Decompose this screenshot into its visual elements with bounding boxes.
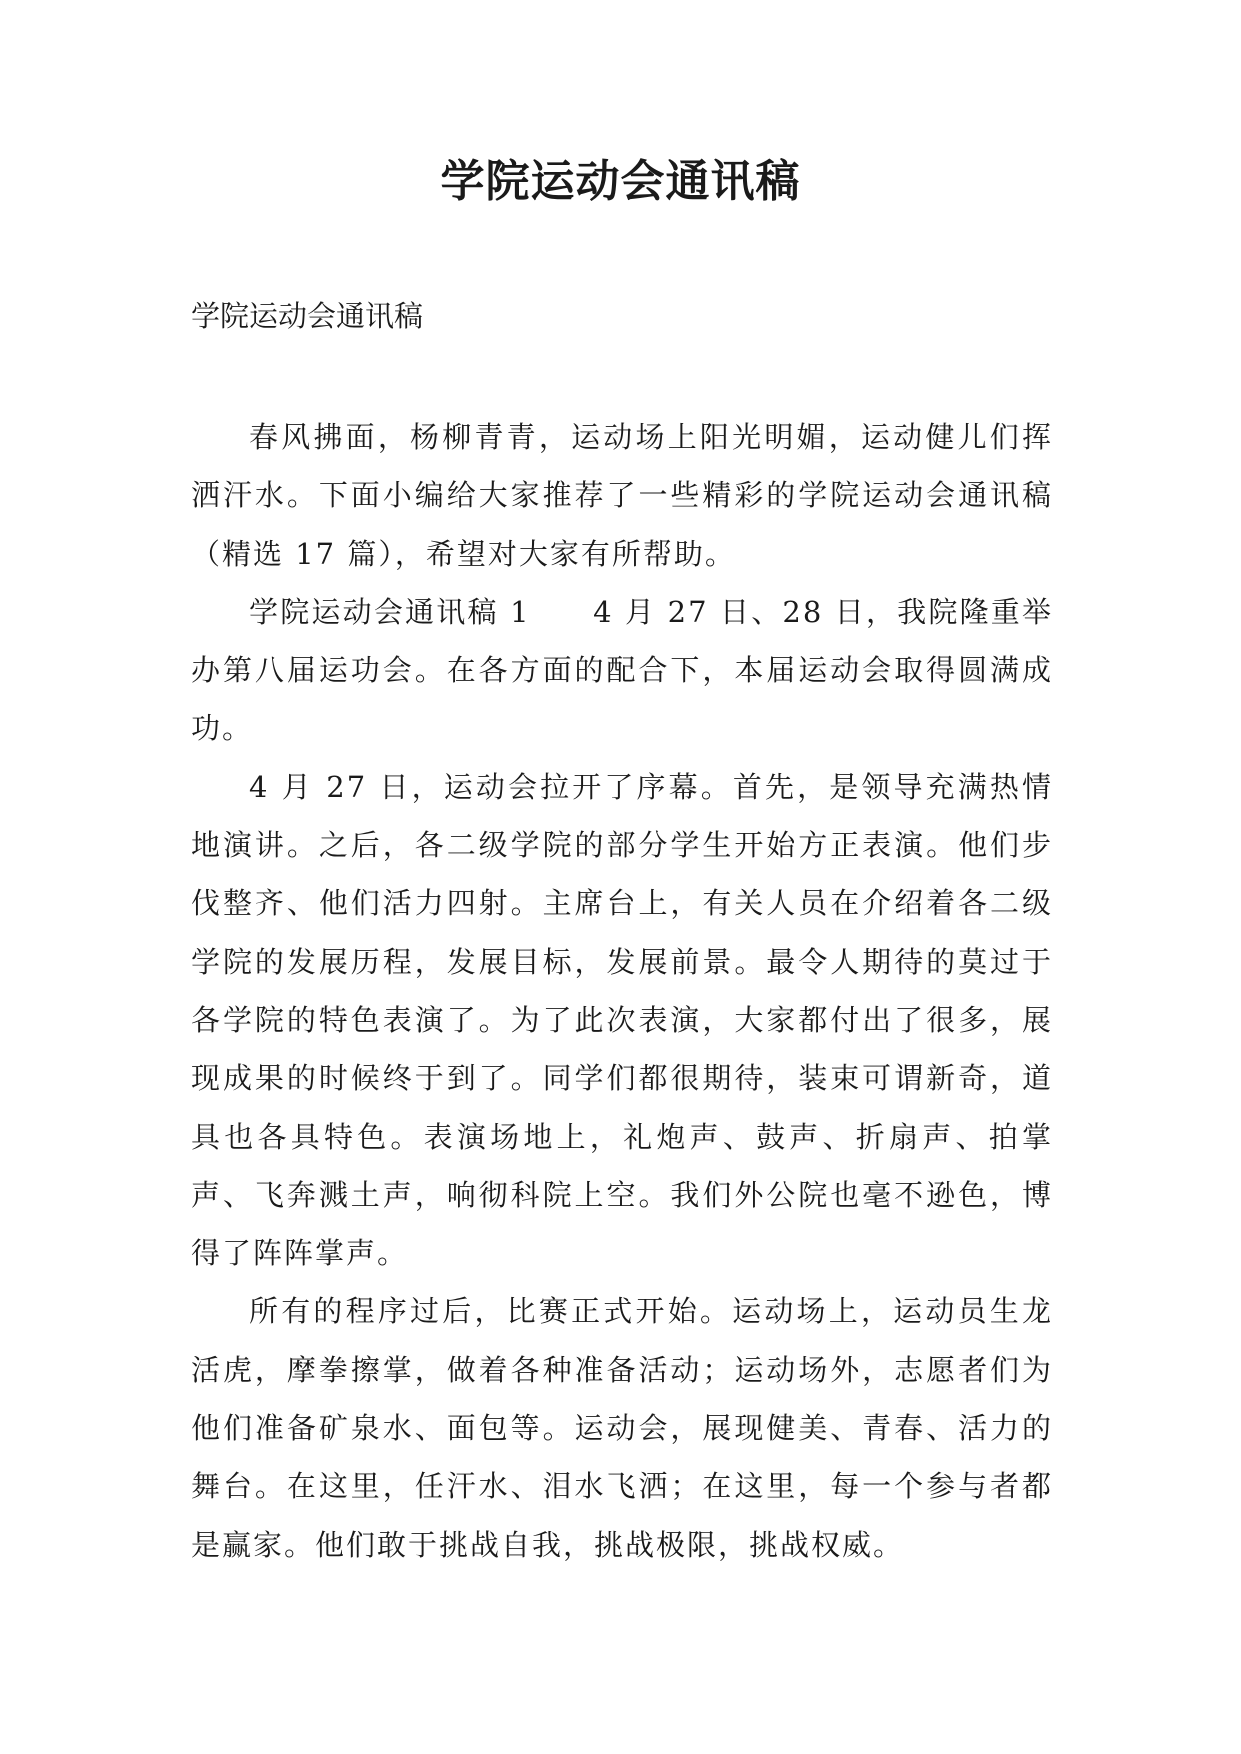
document-title: 学院运动会通讯稿 <box>440 156 801 207</box>
paragraph-competition-start: 所有的程序过后，比赛正式开始。运动场上，运动员生龙活虎，摩拳擦掌，做着各种准备活动；运动场外，志愿者们为他们准备矿泉水、面包等。运动会，展现健美、青春、活力的舞台。在这里，任汗水、泪水飞洒；在这里，每一个参与者都是赢家。他们敢于挑战自我，挑战极限，挑战权威。 <box>191 1294 1053 1562</box>
document-subtitle: 学院运动会通讯稿 <box>191 299 424 333</box>
paragraph-intro: 春风拂面，杨柳青青，运动场上阳光明媚，运动健儿们挥洒汗水。下面小编给大家推荐了一些精彩的学院运动会通讯稿（精选 17 篇），希望对大家有所帮助。 <box>191 420 1053 571</box>
document-body <box>191 408 1053 1574</box>
paragraph-opening-ceremony: 4 月 27 日，运动会拉开了序幕。首先，是领导充满热情地演讲。之后，各二级学院的部分学生开始方正表演。他们步伐整齐、他们活力四射。主席台上，有关人员在介绍着各二级学院的发展历程，发展目标，发展前景。最令人期待的莫过于各学院的特色表演了。为了此次表演，大家都付出了很多，展现成果的时候终于到了。同学们都很期待，装束可谓新奇，道具也各具特色。表演场地上，礼炮声、鼓声、折扇声、拍掌声、飞奔溅土声，响彻科院上空。我们外公院也毫不逊色，博得了阵阵掌声。 <box>191 769 1053 1271</box>
paragraph-article-1-opening: 学院运动会通讯稿 1 4 月 27 日、28 日，我院隆重举办第八届运功会。在各方面的配合下，本届运动会取得圆满成功。 <box>191 594 1053 746</box>
